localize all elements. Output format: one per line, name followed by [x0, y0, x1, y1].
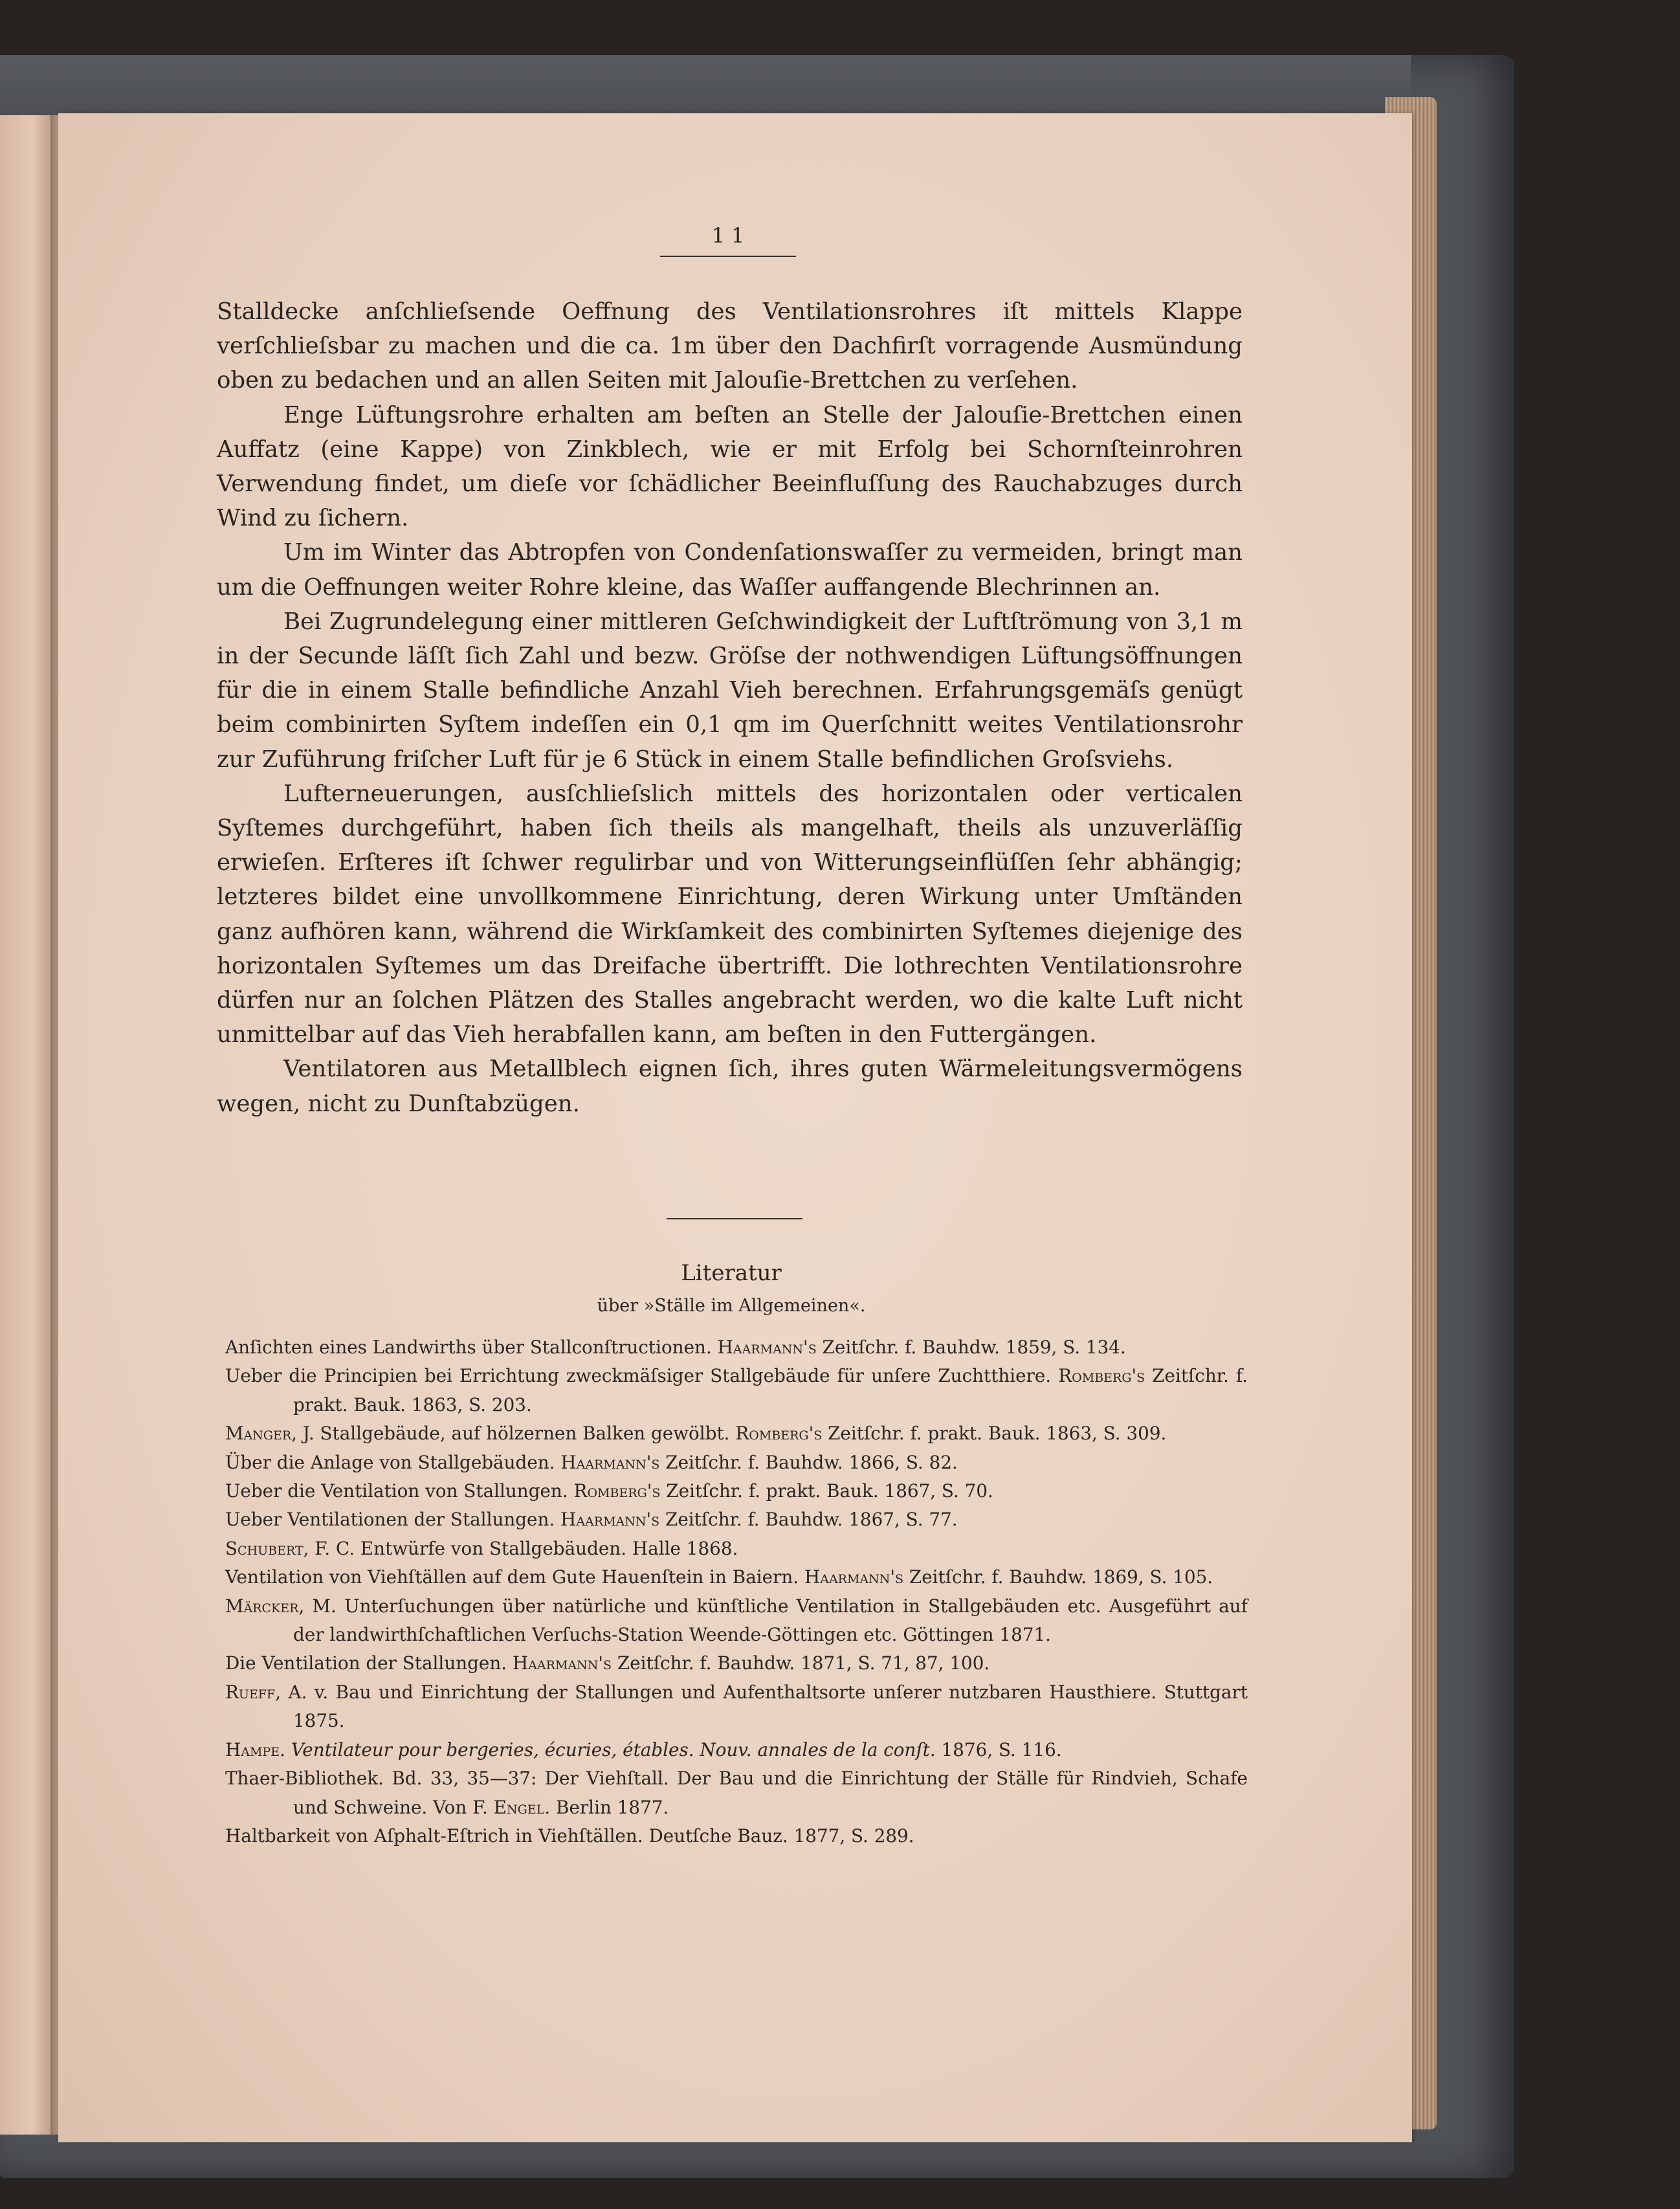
literature-title: Literatur: [681, 1260, 782, 1286]
literature-subtitle: über »Ställe im Allgemeinen«.: [597, 1296, 866, 1316]
left-page: [0, 115, 54, 2135]
header-rule: [660, 256, 796, 257]
reference-item: Die Ventilation der Stallungen. Haarmann's Zeitſchr. f. Bauhdw. 1871, S. 71, 87, 100.: [225, 1652, 990, 1674]
reference-item: Anſichten eines Landwirths über Stallconſtructionen. Haarmann's Zeitſchr. f. Bauhdw. 1859, S. 134.: [225, 1337, 1126, 1358]
reference-item: Ueber die Principien bei Errichtung zweckmäſsiger Stallgebäude für unſere Zuchtthiere. Romberg's Zeitſchr. f. prakt. Bauk. 1863, S. 203.: [225, 1365, 1248, 1415]
paragraph: Lufterneuerungen, ausſchlieſslich mittels des horizontalen oder verticalen Syſtemes durchgeführt, haben ſich theils als mangelhaft, theils als unzuverläſſig erwieſen. Erſteres iſt ſchwer regulirbar und von Witterungseinflüſſen ſehr abhängig; letzteres bildet eine unvollkommene Einrichtung, deren Wirkung unter Umſtänden ganz aufhören kann, während die Wirkſamkeit des combinirten Syſtemes diejenige des horizontalen Syſtemes um das Dreifache übertrifft. Die lothrechten Ventilationsrohre dürfen nur an ſolchen Plätzen des Stalles angebracht werden, wo die kalte Luft nicht unmittelbar auf das Vieh herabfallen kann, am beſten in den Futtergängen.: [217, 780, 1243, 1049]
reference-item: Ueber Ventilationen der Stallungen. Haarmann's Zeitſchr. f. Bauhdw. 1867, S. 77.: [225, 1509, 958, 1531]
reference-item: Thaer-Bibliothek. Bd. 33, 35—37: Der Viehſtall. Der Bau und die Einrichtung der Ställe für Rindvieh, Schafe und Schweine. Von F. Engel. Berlin 1877.: [225, 1768, 1248, 1818]
reference-item: Haltbarkeit von Aſphalt-Eſtrich in Viehſtällen. Deutſche Bauz. 1877, S. 289.: [225, 1825, 914, 1847]
body-text: [217, 294, 1243, 1121]
reference-item: Schubert, F. C. Entwürfe von Stallgebäuden. Halle 1868.: [225, 1537, 738, 1559]
reference-item: Ventilation von Viehſtällen auf dem Gute Hauenſtein in Baiern. Haarmann's Zeitſchr. f. Bauhdw. 1869, S. 105.: [225, 1566, 1213, 1588]
reference-list: [225, 1333, 1248, 1850]
paragraph: Um im Winter das Abtropfen von Condenſationswaſſer zu vermeiden, bringt man um die Oeffnungen weiter Rohre kleine, das Waſſer auffangende Blechrinnen an.: [217, 539, 1243, 601]
paragraph: Ventilatoren aus Metallblech eignen ſich, ihres guten Wärmeleitungsvermögens wegen, nicht zu Dunſtabzügen.: [217, 1056, 1243, 1117]
paragraph: Stalldecke anſchlieſsende Oeffnung des Ventilationsrohres iſt mittels Klappe verſchlieſsbar zu machen und die ca. 1m über den Dachfirſt vorragende Ausmündung oben zu bedachen und an allen Seiten mit Jalouſie-Brettchen zu verſehen.: [217, 298, 1243, 394]
paragraph: Enge Lüftungsrohre erhalten am beſten an Stelle der Jalouſie-Brettchen einen Auffatz (eine Kappe) von Zinkblech, wie er mit Erfolg bei Schornſteinrohren Verwendung findet, um dieſe vor ſchädlicher Beeinfluſſung des Rauchabzuges durch Wind zu ſichern.: [217, 401, 1243, 532]
reference-item: Über die Anlage von Stallgebäuden. Haarmann's Zeitſchr. f. Bauhdw. 1866, S. 82.: [225, 1451, 958, 1473]
page-number: 11: [711, 223, 751, 248]
reference-item: Märcker, M. Unterſuchungen über natürliche und künſtliche Ventilation in Stallgebäuden etc. Ausgeführt auf der landwirthſchaftlichen Verſuchs-Station Weende-Göttingen etc. Göttingen 1871.: [225, 1595, 1248, 1646]
reference-item: Manger, J. Stallgebäude, auf hölzernen Balken gewölbt. Romberg's Zeitſchr. f. prakt. Bauk. 1863, S. 309.: [225, 1423, 1167, 1445]
reference-item: Hampe. Ventilateur pour bergeries, écuries, étables. Nouv. annales de la conſt. 1876, S. 116.: [225, 1738, 1062, 1760]
section-rule: [667, 1218, 802, 1219]
reference-item: Rueff, A. v. Bau und Einrichtung der Stallungen und Aufenthaltsorte unſerer nutzbaren Hausthiere. Stuttgart 1875.: [225, 1681, 1248, 1732]
paragraph: Bei Zugrundelegung einer mittleren Geſchwindigkeit der Luftſtrömung von 3,1 m in der Secunde läſſt ſich Zahl und bezw. Gröſse der nothwendigen Lüftungsöffnungen für die in einem Stalle befindliche Anzahl Vieh berechnen. Erfahrungsgemäſs genügt beim combinirten Syſtem indeſſen ein 0,1 qm im Querſchnitt weites Ventilationsrohr zur Zuführung friſcher Luft für je 6 Stück in einem Stalle befindlichen Groſsviehs.: [217, 608, 1243, 773]
reference-item: Ueber die Ventilation von Stallungen. Romberg's Zeitſchr. f. prakt. Bauk. 1867, S. 70.: [225, 1480, 993, 1502]
